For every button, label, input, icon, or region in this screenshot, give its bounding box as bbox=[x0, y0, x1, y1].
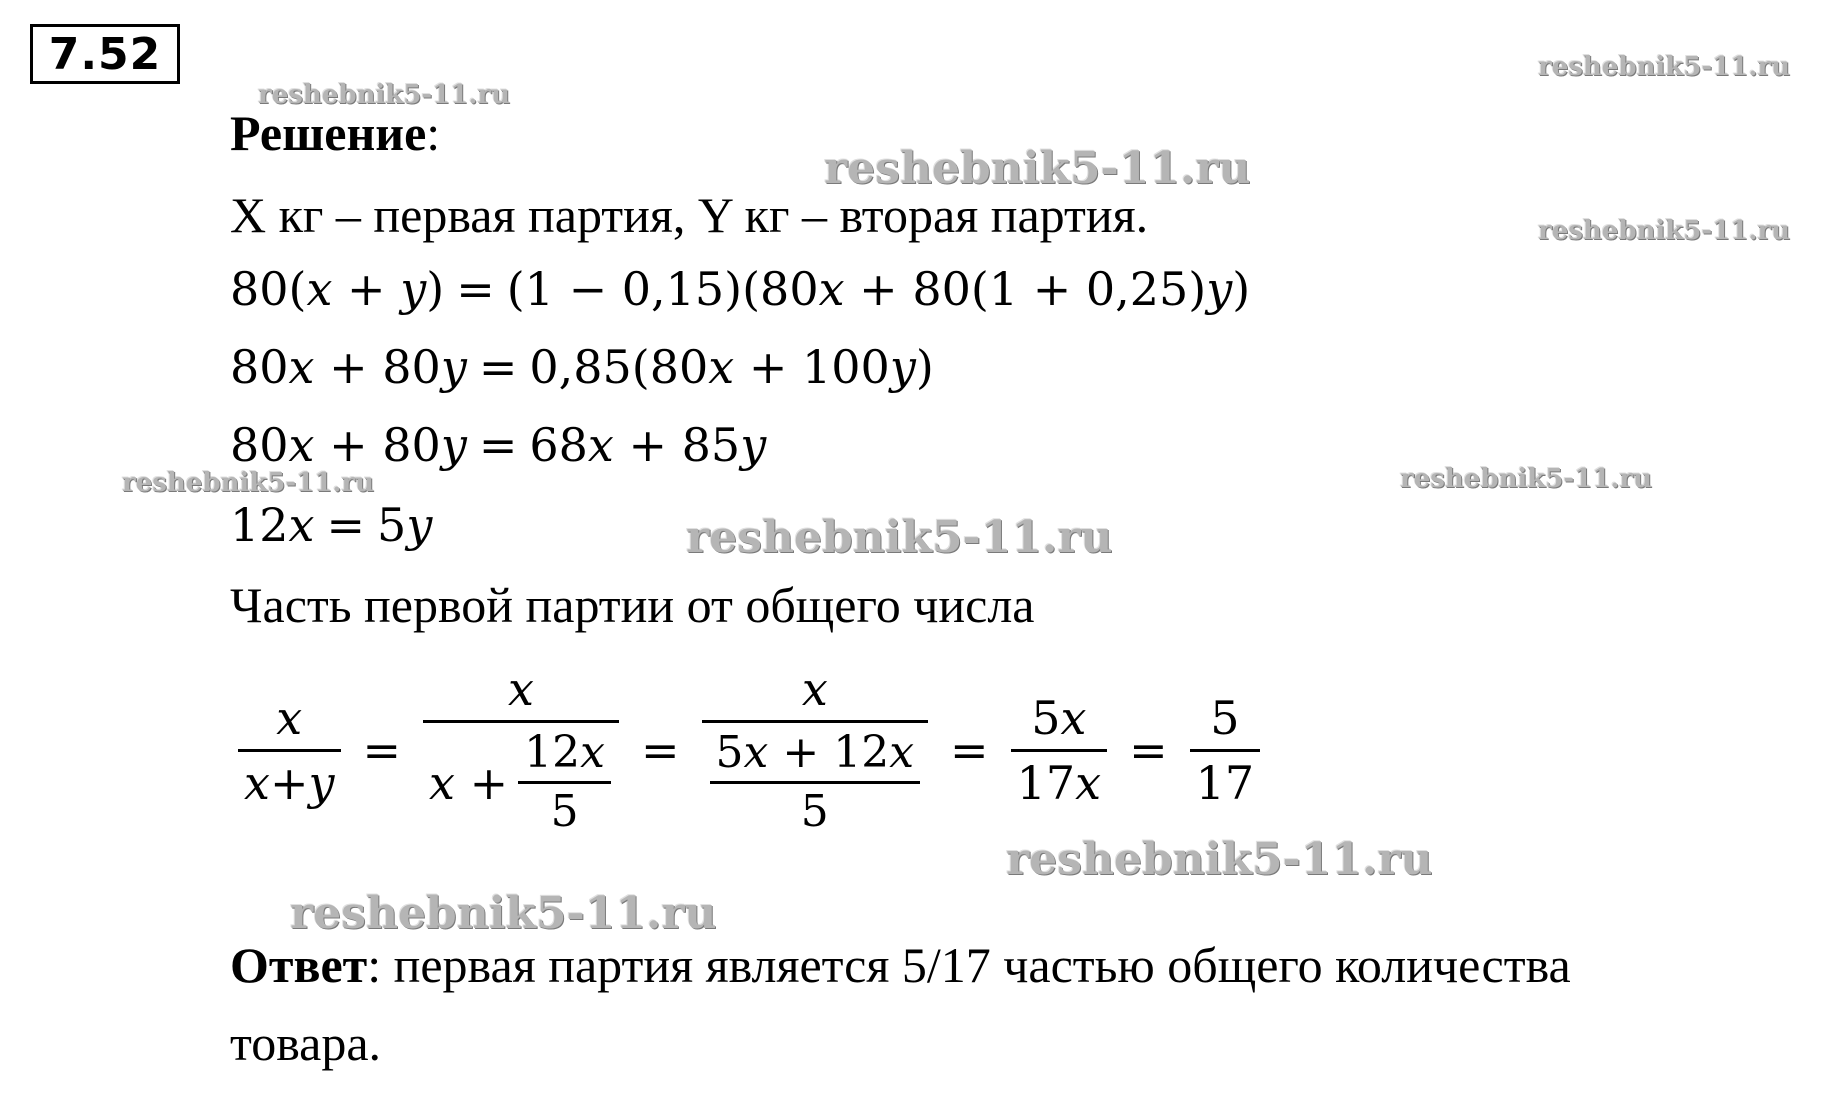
solution-heading-line bbox=[230, 105, 441, 161]
fraction-2-denominator bbox=[423, 723, 619, 837]
equals-sign: = bbox=[326, 498, 366, 552]
watermark: reshebnik5-11.ru bbox=[1538, 52, 1791, 82]
equals-sign: = bbox=[478, 418, 518, 472]
equation-1-right: (1 − 0,15)(80x + 80(1 + 0,25)y) bbox=[506, 262, 1251, 316]
equation-2 bbox=[230, 340, 934, 394]
equals-sign: = bbox=[950, 723, 989, 777]
fraction-5-denominator: 17 bbox=[1195, 755, 1255, 810]
equation-4-right: 5y bbox=[377, 498, 433, 552]
watermark: reshebnik5-11.ru bbox=[686, 512, 1113, 563]
problem-number-box: 7.52 bbox=[30, 24, 180, 84]
equals-sign: = bbox=[641, 723, 680, 777]
fraction-4 bbox=[1003, 690, 1116, 810]
fraction-1-numerator: x bbox=[276, 690, 303, 745]
fraction-4-denominator: 17 x bbox=[1016, 755, 1102, 810]
answer-line-continued: товара. bbox=[230, 1015, 382, 1071]
watermark: reshebnik5-11.ru bbox=[824, 143, 1251, 194]
solution-colon: : bbox=[426, 105, 441, 161]
watermark: reshebnik5-11.ru bbox=[258, 80, 511, 110]
fraction-2 bbox=[415, 662, 627, 837]
fraction-2-numerator: x bbox=[508, 662, 534, 716]
equals-sign: = bbox=[456, 262, 495, 316]
fraction-5-numerator: 5 bbox=[1210, 690, 1240, 745]
equals-sign: = bbox=[478, 340, 518, 394]
fraction-1 bbox=[230, 690, 349, 810]
solution-heading: Решение bbox=[230, 105, 427, 161]
fraction-3-numerator: x bbox=[801, 662, 828, 716]
fraction-4-numerator: 5x bbox=[1031, 690, 1087, 745]
fraction-2-inner-denominator: 5 bbox=[550, 786, 579, 837]
equation-3 bbox=[230, 418, 767, 472]
fraction-3-denominator bbox=[702, 723, 928, 837]
answer-line bbox=[230, 937, 1571, 993]
watermark: reshebnik5-11.ru bbox=[1400, 464, 1653, 494]
watermark: reshebnik5-11.ru bbox=[1006, 834, 1433, 885]
watermark: reshebnik5-11.ru bbox=[290, 888, 717, 939]
fraction-5 bbox=[1182, 690, 1269, 810]
fraction-intro: Часть первой партии от общего числа bbox=[230, 577, 1035, 633]
equals-sign: = bbox=[362, 723, 402, 777]
equation-4-left: 12x bbox=[230, 498, 315, 552]
fraction-3 bbox=[694, 662, 936, 837]
answer-label: Ответ bbox=[230, 937, 368, 993]
fraction-2-inner bbox=[516, 727, 613, 837]
variables-line: X кг – первая партия, Y кг – вторая партия. bbox=[230, 187, 1149, 243]
equation-1-left: 80(x + y) bbox=[230, 262, 445, 316]
equation-2-left: 80x + 80y bbox=[230, 340, 467, 394]
equation-1 bbox=[230, 262, 1251, 316]
watermark: reshebnik5-11.ru bbox=[122, 468, 375, 498]
fraction-3-inner-numerator: 5x + 12x bbox=[715, 727, 915, 778]
equation-3-right: 68x + 85y bbox=[529, 418, 767, 472]
fraction-1-denominator: x + y bbox=[244, 755, 335, 810]
equation-2-right: 0,85(80x + 100y) bbox=[529, 340, 934, 394]
fraction-3-inner bbox=[708, 727, 922, 837]
equation-3-left: 80x + 80y bbox=[230, 418, 467, 472]
fraction-chain bbox=[230, 650, 1268, 850]
equals-sign: = bbox=[1129, 723, 1168, 777]
fraction-2-den-prefix: x + bbox=[429, 755, 509, 810]
fraction-2-inner-numerator: 12x bbox=[524, 727, 605, 778]
fraction-3-inner-denominator: 5 bbox=[800, 786, 829, 837]
answer-text: : первая партия является 5/17 частью общего количества bbox=[367, 937, 1571, 993]
watermark: reshebnik5-11.ru bbox=[1538, 216, 1791, 246]
equation-4 bbox=[230, 498, 433, 552]
